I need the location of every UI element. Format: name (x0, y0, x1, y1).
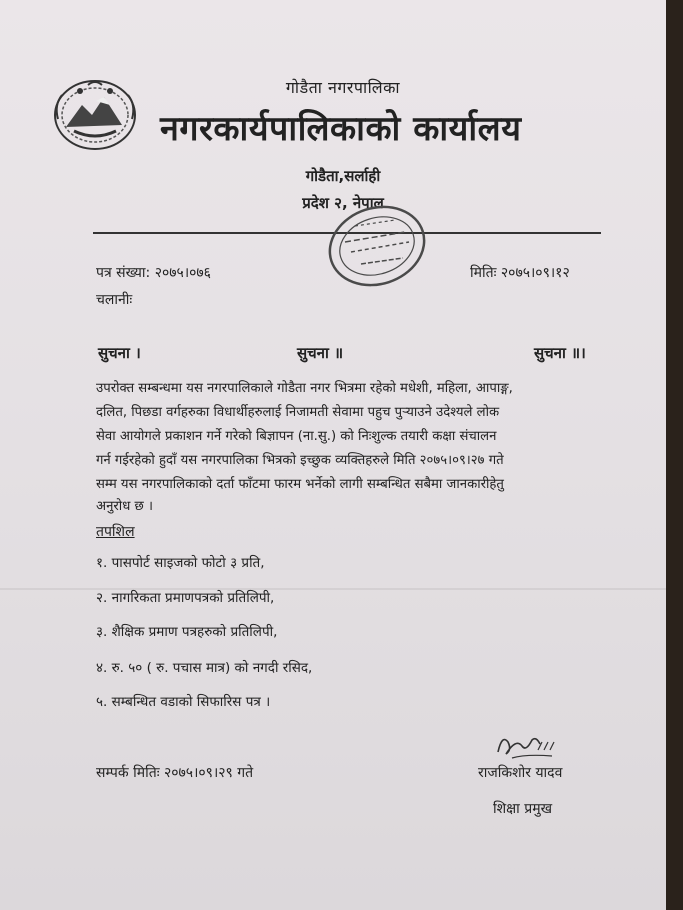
body-text-line: दलित, पिछडा वर्गहरुका विधार्थीहरुलाई निजामती सेवामा पहुच पुऱ्याउने उदेश्यले लोक (96, 405, 500, 420)
office-stamp-icon (325, 202, 429, 290)
letter-date: मितिः २०७५।०९।१२ (470, 265, 570, 281)
body-text-line: उपरोक्त सम्बन्धमा यस नगरपालिकाले गोडैता नगर भित्रमा रहेको मधेशी, महिला, आपाङ्ग, (96, 381, 513, 396)
province-line: प्रदेश २, नेपाल (302, 194, 384, 212)
body-text-line: अनुरोध छ । (96, 499, 153, 514)
body-text-line: सम्म यस नगरपालिकाको दर्ता फाँटमा फारम भर्नेको लागी सम्बन्धित सबैमा जानकारीहेतु (96, 477, 504, 492)
notice-heading-2: सुचना ॥ (297, 344, 344, 362)
dispatch-number: चलानीः (96, 292, 133, 308)
details-heading: तपशिल (96, 524, 135, 540)
details-item: ५. सम्बन्धित वडाको सिफारिस पत्र । (96, 694, 271, 710)
details-item: १. पासपोर्ट साइजको फोटो ३ प्रति, (96, 555, 265, 571)
office-title: नगरकार्यपालिकाको कार्यालय (160, 109, 522, 149)
details-item: ३. शैक्षिक प्रमाण पत्रहरुको प्रतिलिपी, (96, 624, 278, 640)
notice-heading-3: सुचना ॥। (534, 344, 586, 362)
details-item: ४. रु. ५० ( रु. पचास मात्र) को नगदी रसिद, (96, 660, 313, 676)
letter-number: पत्र संख्या: २०७५।०७६ (96, 265, 211, 281)
signer-name: राजकिशोर यादव (478, 765, 563, 781)
signer-title: शिक्षा प्रमुख (493, 801, 553, 817)
body-text-line: सेवा आयोगले प्रकाशन गर्ने गरेको बिज्ञापन (ना.सु.) को निःशुल्क तयारी कक्षा संचालन (96, 429, 497, 444)
handwritten-signature (492, 728, 562, 764)
contact-date: सम्पर्क मितिः २०७५।०९।२९ गते (96, 765, 254, 781)
notice-heading-1: सुचना । (98, 344, 141, 362)
body-text-line: गर्न गईरहेको हुदाँ यस नगरपालिका भित्रको इच्छुक व्यक्तिहरुले मिति २०७५।०९।२७ गते (96, 453, 504, 468)
office-address: गोडैता,सर्लाही (305, 167, 381, 185)
details-item: २. नागरिकता प्रमाणपत्रको प्रतिलिपी, (96, 590, 275, 606)
municipality-name: गोडैता नगरपालिका (285, 78, 401, 97)
